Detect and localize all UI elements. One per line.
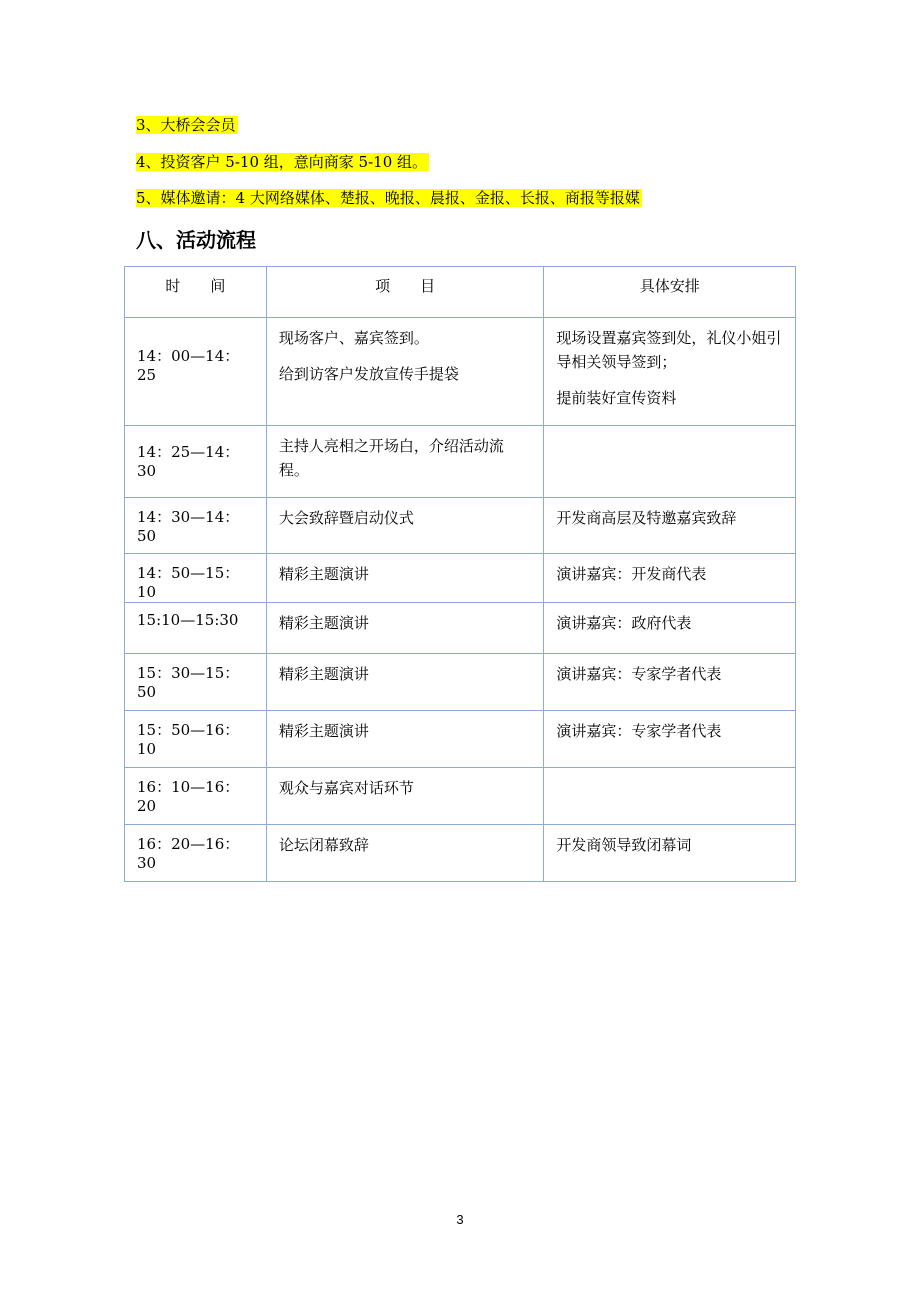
plan-line: 演讲嘉宾：专家学者代表 [556,722,722,740]
item-line: 论坛闭幕致辞 [278,836,369,854]
attendee-item-3-text: 3、大桥会会员 [136,116,236,134]
item-cell [266,768,544,825]
time-cell: 14：50—15：10 [125,554,267,603]
item-line: 观众与嘉宾对话环节 [278,779,414,797]
attendee-item-5-text: 5、媒体邀请：4 大网络媒体、楚报、晚报、晨报、金报、长报、商报等报媒 [136,189,640,207]
attendee-item-4-text: 4、投资客户 5-10 组，意向商家 5-10 组。 [136,153,428,171]
section-title: 八、活动流程 [136,228,256,252]
plan-cell [544,603,796,654]
time-cell: 14：25—14：30 [125,426,267,498]
item-cell [266,426,544,498]
plan-line: 提前装好宣传资料 [556,389,677,407]
plan-cell [544,825,796,882]
plan-cell [544,498,796,554]
table-row [125,654,796,711]
time-cell: 14：00—14：25 [125,318,267,426]
item-cell [266,498,544,554]
table-row [125,554,796,603]
schedule-table [124,266,796,882]
time-cell: 14：30—14：50 [125,498,267,554]
item-cell [266,711,544,768]
plan-line: 演讲嘉宾：开发商代表 [556,565,707,583]
attendee-item-5 [136,186,642,210]
table-row [125,603,796,654]
table-row [125,498,796,554]
time-cell: 16：10—16：20 [125,768,267,825]
item-line: 精彩主题演讲 [278,565,369,583]
plan-cell [544,426,796,498]
item-line: 给到访客户发放宣传手提袋 [278,365,459,383]
item-line: 主持人亮相之开场白，介绍活动流程。 [278,437,504,479]
item-line: 精彩主题演讲 [278,722,369,740]
item-line: 精彩主题演讲 [278,614,369,632]
time-cell: 16：20—16：30 [125,825,267,882]
plan-cell [544,654,796,711]
table-row [125,426,796,498]
table-row [125,825,796,882]
item-cell [266,603,544,654]
table-row [125,711,796,768]
plan-line: 开发商领导致闭幕词 [556,836,692,854]
plan-line: 演讲嘉宾：政府代表 [556,614,692,632]
plan-cell [544,768,796,825]
table-row [125,318,796,426]
plan-cell [544,554,796,603]
item-cell [266,318,544,426]
header-item: 项 目 [266,267,544,318]
plan-line: 演讲嘉宾：专家学者代表 [556,665,722,683]
item-line: 大会致辞暨启动仪式 [278,509,414,527]
item-cell [266,825,544,882]
item-cell [266,654,544,711]
table-header-row [125,267,796,318]
plan-cell [544,318,796,426]
header-time: 时 间 [125,267,267,318]
time-cell: 15:10—15:30 [125,603,267,654]
time-cell: 15：30—15：50 [125,654,267,711]
plan-cell [544,711,796,768]
item-line: 现场客户、嘉宾签到。 [278,329,429,347]
item-line: 精彩主题演讲 [278,665,369,683]
attendee-item-3 [136,113,238,137]
header-plan: 具体安排 [544,267,796,318]
plan-line: 开发商高层及特邀嘉宾致辞 [556,509,737,527]
page-number: 3 [456,1212,464,1227]
attendee-item-4 [136,150,429,174]
plan-line: 现场设置嘉宾签到处，礼仪小姐引导相关领导签到； [556,329,782,371]
time-cell: 15：50—16：10 [125,711,267,768]
item-cell [266,554,544,603]
table-row [125,768,796,825]
